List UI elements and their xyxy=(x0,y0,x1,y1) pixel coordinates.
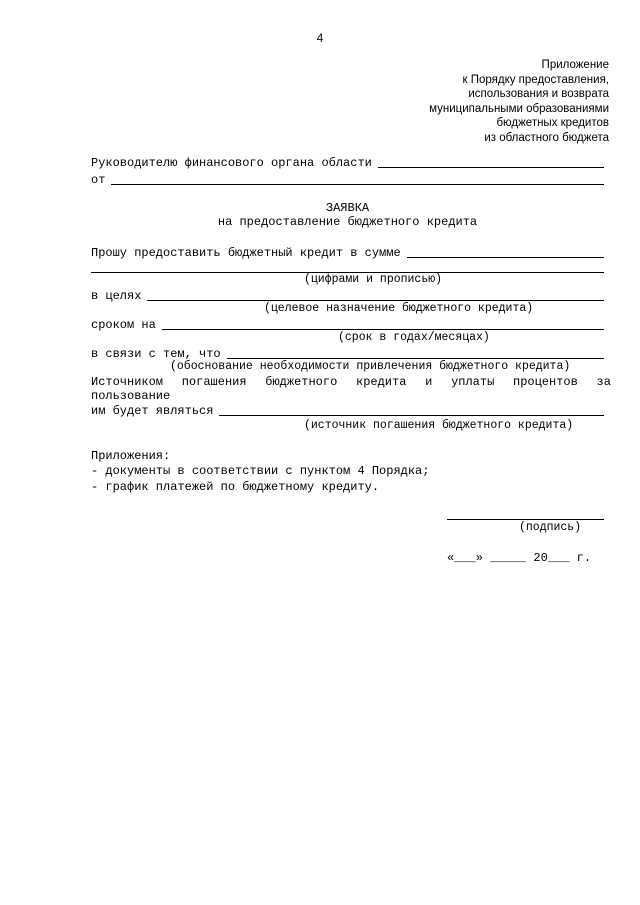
document-subtitle: на предоставление бюджетного кредита xyxy=(217,215,478,229)
source-continuation: пользование xyxy=(91,389,171,403)
page-number: 4 xyxy=(316,31,324,45)
source-word: кредита xyxy=(356,375,407,389)
source-label: им будет являться xyxy=(91,404,214,418)
reason-hint: (обоснование необходимости привлечения бюджетного кредита) xyxy=(170,360,571,373)
reason-row xyxy=(91,346,604,361)
addressee-from-field[interactable] xyxy=(111,183,604,185)
appendix-line: муниципальными образованиями xyxy=(429,102,609,115)
purpose-label: в целях xyxy=(91,289,142,303)
addressee-to-row xyxy=(91,155,604,170)
appendix-line: Приложение xyxy=(541,59,609,71)
attachments-title: Приложения: xyxy=(91,449,171,463)
signature-field[interactable] xyxy=(447,519,604,520)
attachment-item: - документы в соответствии с пунктом 4 Порядка; xyxy=(91,464,430,478)
attachment-item: - график платежей по бюджетному кредиту. xyxy=(91,480,380,494)
addressee-from-row xyxy=(91,172,604,187)
source-word: уплаты xyxy=(451,375,495,389)
purpose-field[interactable] xyxy=(147,299,604,301)
source-word: погашения xyxy=(181,375,247,389)
term-label: сроком на xyxy=(91,318,156,332)
source-word: бюджетного xyxy=(265,375,338,389)
source-word: и xyxy=(425,375,433,389)
amount-row xyxy=(91,245,604,260)
reason-field[interactable] xyxy=(227,357,604,359)
source-row xyxy=(91,403,604,418)
addressee-to-label: Руководителю финансового органа области xyxy=(91,156,372,170)
amount-field[interactable] xyxy=(407,256,604,258)
purpose-row xyxy=(91,288,604,303)
appendix-line: использования и возврата xyxy=(468,88,609,101)
appendix-note xyxy=(429,58,609,146)
source-word: процентов xyxy=(513,375,578,389)
term-row xyxy=(91,317,604,332)
appendix-line: к Порядку предоставления, xyxy=(462,73,609,86)
appendix-line: бюджетных кредитов xyxy=(496,117,609,130)
addressee-to-field[interactable] xyxy=(378,166,604,168)
source-word: за xyxy=(596,375,611,389)
source-field[interactable] xyxy=(219,414,604,416)
document-title: ЗАЯВКА xyxy=(325,201,370,215)
purpose-hint: (целевое назначение бюджетного кредита) xyxy=(264,302,534,315)
reason-label: в связи с тем, что xyxy=(91,347,221,361)
source-word: Источником xyxy=(91,375,164,389)
term-hint: (срок в годах/месяцах) xyxy=(338,331,490,344)
addressee-from-label: от xyxy=(91,173,106,187)
source-sentence xyxy=(91,375,611,389)
signature-hint: (подпись) xyxy=(519,521,582,534)
amount-hint: (цифрами и прописью) xyxy=(304,273,443,286)
amount-label: Прошу предоставить бюджетный кредит в сумме xyxy=(91,246,401,260)
term-field[interactable] xyxy=(162,328,604,330)
date-field[interactable]: «___» _____ 20___ г. xyxy=(447,551,592,565)
source-hint: (источник погашения бюджетного кредита) xyxy=(304,419,574,432)
appendix-line: из областного бюджета xyxy=(484,131,609,144)
